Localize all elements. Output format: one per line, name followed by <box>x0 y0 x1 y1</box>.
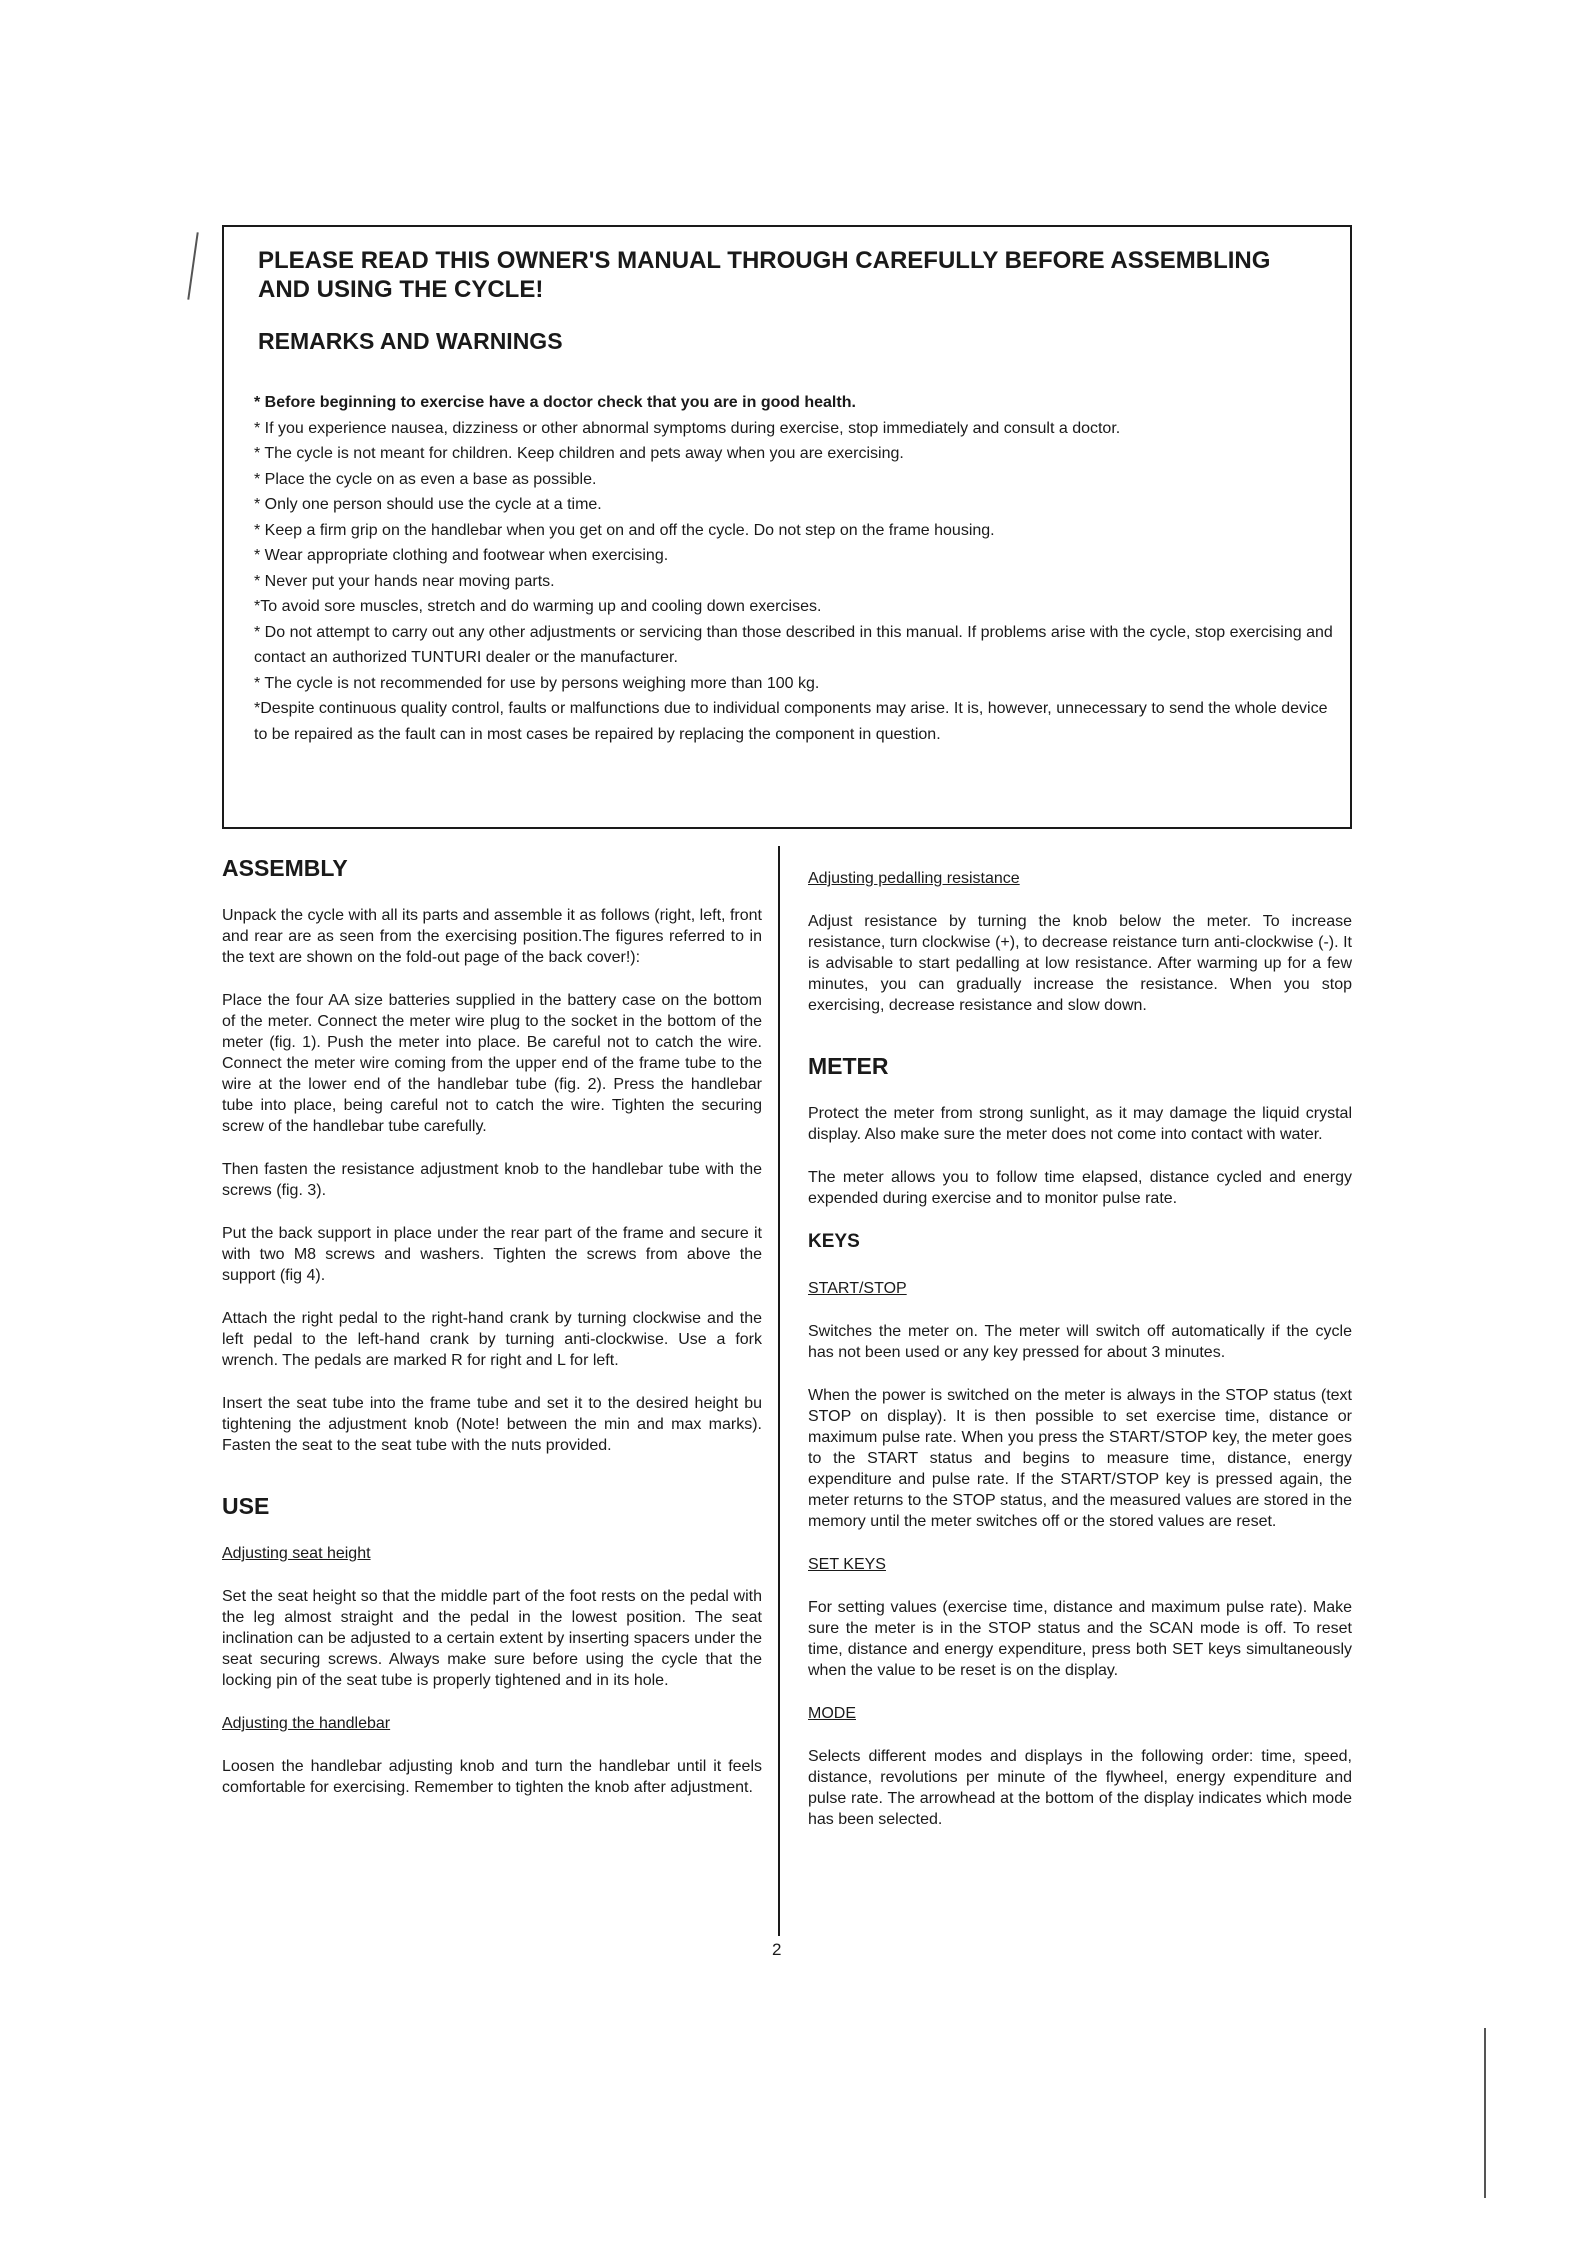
warning-item: * If you experience nausea, dizziness or other abnormal symptoms during exercise, stop immediately and consult a doctor. <box>254 419 1121 437</box>
right-column <box>808 868 1352 1852</box>
warnings-list <box>254 390 1334 747</box>
left-column <box>222 855 762 1820</box>
assembly-paragraph: Put the back support in place under the rear part of the frame and secure it with two M8 screws and washers. Tighten the screws from above the support (fig 4). <box>222 1225 762 1284</box>
warning-item: * The cycle is not meant for children. Keep children and pets away when you are exercising. <box>254 445 904 462</box>
scan-mark-left <box>187 232 198 300</box>
use-heading: USE <box>222 1493 270 1519</box>
warning-item: * Keep a firm grip on the handlebar when you get on and off the cycle. Do not step on the frame housing. <box>254 521 995 539</box>
mode-heading: MODE <box>808 1705 856 1722</box>
warning-item: * Do not attempt to carry out any other adjustments or servicing than those described in this manual. If problems arise with the cycle, stop exercising and contact an authorized TUNTURI dealer or the manufacturer. <box>254 623 1333 666</box>
scan-mark-right <box>1484 2028 1486 2198</box>
meter-paragraph: The meter allows you to follow time elapsed, distance cycled and energy expended during exercise and to monitor pulse rate. <box>808 1169 1352 1207</box>
warning-item: * Before beginning to exercise have a doctor check that you are in good health. <box>254 394 856 411</box>
warning-item: * Wear appropriate clothing and footwear when exercising. <box>254 547 669 564</box>
start-stop-text: Switches the meter on. The meter will switch off automatically if the cycle has not been used or any key pressed for about 3 minutes. <box>808 1323 1352 1361</box>
seat-height-text: Set the seat height so that the middle part of the foot rests on the pedal with the leg almost straight and the pedal in the lowest position. The seat inclination can be adjusted to a certain extent by inserting spacers under the seat securing screws. Always make sure before using the cycle that the locking pin of the seat tube is properly tightened and in its hole. <box>222 1588 762 1689</box>
column-divider <box>778 846 780 1936</box>
remarks-heading: REMARKS AND WARNINGS <box>258 328 563 354</box>
seat-height-heading: Adjusting seat height <box>222 1545 371 1562</box>
page-number: 2 <box>772 1940 782 1959</box>
assembly-heading: ASSEMBLY <box>222 855 348 881</box>
warning-item: *Despite continuous quality control, faults or malfunctions due to individual components may arise. It is, however, unnecessary to send the whole device to be repaired as the fault can in most cases be repaired by replacing the component in question. <box>254 700 1328 743</box>
assembly-paragraph: Insert the seat tube into the frame tube and set it to the desired height bu tightening the adjustment knob (Note! between the min and max marks). Fasten the seat to the seat tube with the nuts provided. <box>222 1395 762 1454</box>
notice-title: PLEASE READ THIS OWNER'S MANUAL THROUGH CAREFULLY BEFORE ASSEMBLING AND USING THE CYCLE! <box>258 247 1271 303</box>
assembly-paragraph: Unpack the cycle with all its parts and assemble it as follows (right, left, front and rear are as seen from the exercising position.The figures referred to in the text are shown on the fold-out page of the back cover!): <box>222 907 762 966</box>
start-stop-heading: START/STOP <box>808 1280 907 1297</box>
set-keys-heading: SET KEYS <box>808 1556 886 1573</box>
mode-text: Selects different modes and displays in the following order: time, speed, distance, revolutions per minute of the flywheel, energy expenditure and pulse rate. The arrowhead at the bottom of the display indicates which mode has been selected. <box>808 1748 1352 1828</box>
start-stop-text-2: When the power is switched on the meter is always in the STOP status (text STOP on display). It is then possible to set exercise time, distance or maximum pulse rate. When you press the START/STOP key, the meter goes to the START status and begins to measure time, distance, energy expenditure and pulse rate. If the START/STOP key is pressed again, the meter returns to the STOP status, and the measured values are stored in the memory until the meter switches off or the stored values are reset. <box>808 1387 1352 1530</box>
set-keys-text: For setting values (exercise time, distance and maximum pulse rate). Make sure the meter is in the STOP status and the SCAN mode is off. To reset time, distance and energy expenditure, press both SET keys simultaneously when the value to be reset is on the display. <box>808 1599 1352 1679</box>
meter-paragraph: Protect the meter from strong sunlight, as it may damage the liquid crystal display. Also make sure the meter does not come into contact with water. <box>808 1105 1352 1143</box>
warning-item: * Never put your hands near moving parts. <box>254 572 555 590</box>
handlebar-heading: Adjusting the handlebar <box>222 1715 391 1732</box>
assembly-paragraph: Place the four AA size batteries supplied in the battery case on the bottom of the meter. Connect the meter wire plug to the socket in the bottom of the meter (fig. 1). Push the meter into place. Be careful not to catch the wire. Connect the meter wire coming from the upper end of the frame tube to the wire at the lower end of the handlebar tube (fig. 2). Press the handlebar tube into place, being careful not to catch the wire. Tighten the securing screw of the handlebar tube carefully. <box>222 992 762 1135</box>
pedalling-resistance-text: Adjust resistance by turning the knob below the meter. To increase resistance, turn clockwise (+), to decrease reistance turn anti-clockwise (-). It is advisable to start pedalling at low resistance. After warming up for a few minutes, you can gradually increase the resistance. When you stop exercising, decrease resistance and slow down. <box>808 913 1352 1014</box>
handlebar-text: Loosen the handlebar adjusting knob and turn the handlebar until it feels comfortable for exercising. Remember to tighten the knob after adjustment. <box>222 1758 762 1796</box>
keys-heading: KEYS <box>808 1231 860 1252</box>
warning-item: * The cycle is not recommended for use by persons weighing more than 100 kg. <box>254 674 820 692</box>
assembly-paragraph: Then fasten the resistance adjustment knob to the handlebar tube with the screws (fig. 3). <box>222 1161 762 1199</box>
warning-item: * Only one person should use the cycle at a time. <box>254 496 602 513</box>
warning-item: * Place the cycle on as even a base as possible. <box>254 470 597 488</box>
pedalling-resistance-heading: Adjusting pedalling resistance <box>808 870 1020 887</box>
warning-item: *To avoid sore muscles, stretch and do warming up and cooling down exercises. <box>254 598 822 615</box>
assembly-paragraph: Attach the right pedal to the right-hand crank by turning clockwise and the left pedal to the left-hand crank by turning anti-clockwise. Use a fork wrench. The pedals are marked R for right and L for left. <box>222 1310 762 1369</box>
meter-heading: METER <box>808 1053 889 1079</box>
